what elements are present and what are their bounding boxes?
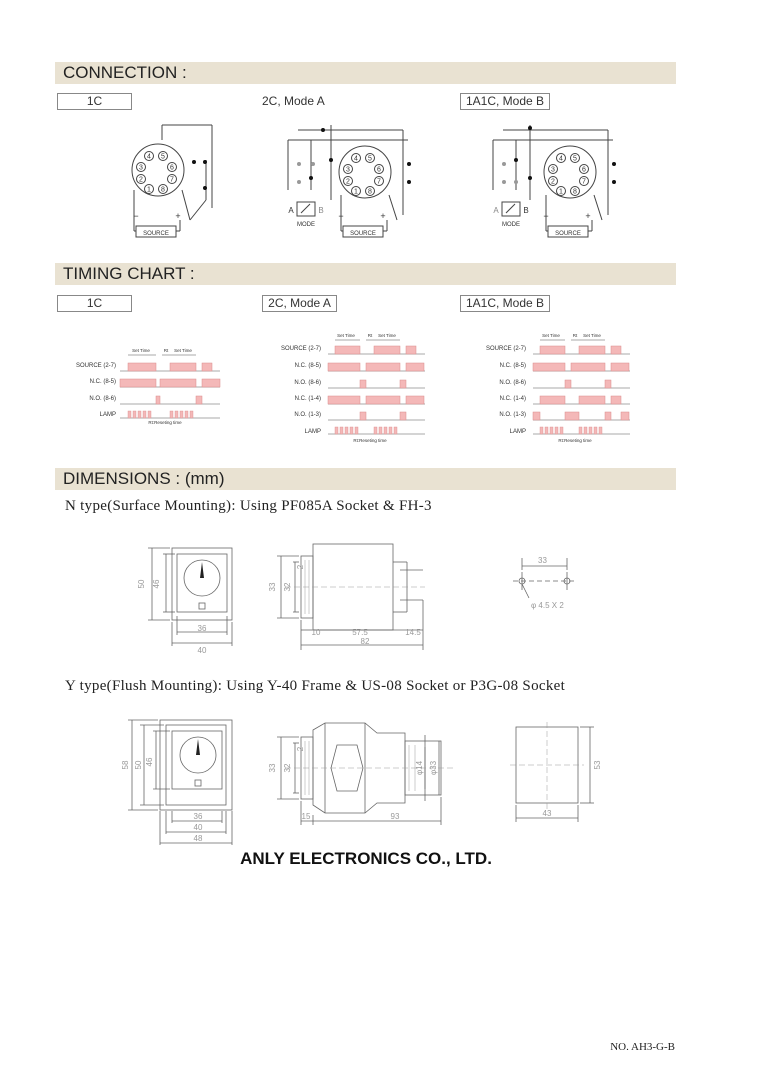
svg-text:32: 32 [283,763,292,773]
svg-text:14.5: 14.5 [405,628,421,637]
svg-text:3: 3 [346,166,350,174]
svg-text:46: 46 [145,757,154,767]
svg-text:−: − [543,211,549,221]
pin-label-6: 6 [170,164,174,172]
connection-diagram-2c [283,120,423,245]
timing-chart-2c [270,328,440,448]
company-name: ANLY ELECTRONICS CO., LTD. [240,849,492,868]
svg-text:43: 43 [542,809,552,818]
svg-text:82: 82 [360,637,370,646]
svg-text:33: 33 [538,556,547,565]
svg-text:93: 93 [390,812,400,821]
svg-text:A: A [288,206,294,215]
svg-text:SOURCE: SOURCE [350,231,376,237]
svg-text:Rt:Reseting time: Rt:Reseting time [558,438,592,443]
n-type-side-view [265,540,435,655]
svg-text:4: 4 [354,155,358,163]
y-type-front-view [120,715,250,850]
svg-text:6: 6 [582,166,586,174]
svg-text:Set Time: Set Time [583,333,601,338]
document-number: NO. AH3-G-B [610,1041,675,1053]
svg-text:3: 3 [551,166,555,174]
svg-text:33: 33 [268,763,277,773]
svg-text:N.O. (8-6): N.O. (8-6) [294,380,321,386]
svg-text:N.C. (8-5): N.C. (8-5) [89,379,116,385]
pin-label-7: 7 [170,176,174,184]
svg-text:−: − [338,211,344,221]
svg-text:N.O. (1-3): N.O. (1-3) [294,412,321,418]
svg-text:33: 33 [268,582,277,592]
svg-text:B: B [523,206,529,215]
timing-title: TIMING CHART : [63,264,195,283]
pin-label-5: 5 [161,153,165,161]
svg-text:50: 50 [137,579,146,589]
minus-label: − [133,211,139,221]
svg-text:5: 5 [573,155,577,163]
timing-mode-2c: 2C, Mode A [262,295,337,312]
svg-text:MODE: MODE [502,222,520,228]
svg-text:B: B [318,206,324,215]
y-type-back-view [508,722,603,827]
svg-text:5: 5 [368,155,372,163]
dimensions-title: DIMENSIONS : (mm) [63,469,225,488]
svg-text:Rt:Reseting time: Rt:Reseting time [148,420,182,425]
svg-text:6: 6 [377,166,381,174]
pin-label-1: 1 [147,186,151,194]
svg-text:48: 48 [193,834,203,843]
svg-text:N.C. (1-4): N.C. (1-4) [294,396,321,402]
n-type-front-view [130,540,240,655]
svg-text:2: 2 [551,178,555,186]
svg-text:N.O. (8-6): N.O. (8-6) [499,380,526,386]
svg-text:φ33: φ33 [429,760,438,776]
svg-text:MODE: MODE [297,222,315,228]
svg-text:SOURCE (2-7): SOURCE (2-7) [75,363,116,369]
svg-text:LAMP: LAMP [99,412,116,418]
connection-title: CONNECTION : [63,63,187,82]
dimensions-header [55,468,676,490]
svg-text:36: 36 [193,812,203,821]
n-type-panel-holes [505,552,595,617]
svg-text:Rt: Rt [572,333,578,338]
y-type-side-view [265,715,475,830]
source-label: SOURCE [143,231,169,237]
svg-text:A: A [493,206,499,215]
svg-text:SOURCE: SOURCE [555,231,581,237]
svg-text:Rt: Rt [163,348,169,353]
svg-text:8: 8 [573,188,577,196]
svg-text:Set Time: Set Time [378,333,396,338]
plus-label: + [175,211,181,221]
svg-text:SOURCE (2-7): SOURCE (2-7) [485,346,526,352]
svg-text:15: 15 [301,812,311,821]
connection-mode-2c: 2C, Mode A [262,94,325,108]
connection-header [55,62,676,84]
connection-diagram-1c [120,120,230,245]
svg-text:Set Time: Set Time [132,348,150,353]
svg-text:Rt:Reseting time: Rt:Reseting time [353,438,387,443]
svg-text:7: 7 [377,178,381,186]
svg-text:Set Time: Set Time [337,333,355,338]
timing-mode-1c: 1C [57,295,132,312]
timing-header [55,263,676,285]
svg-text:N.C. (1-4): N.C. (1-4) [499,396,526,402]
timing-mode-1a1c: 1A1C, Mode B [460,295,550,312]
pin-label-4: 4 [147,153,151,161]
svg-text:2: 2 [346,178,350,186]
svg-text:2: 2 [296,564,305,570]
svg-text:53: 53 [593,760,602,770]
svg-text:1: 1 [559,188,563,196]
svg-text:8: 8 [368,188,372,196]
svg-text:50: 50 [134,760,143,770]
svg-text:SOURCE (2-7): SOURCE (2-7) [280,346,321,352]
svg-text:1: 1 [354,188,358,196]
svg-text:N.O. (1-3): N.O. (1-3) [499,412,526,418]
svg-text:46: 46 [152,579,161,589]
svg-text:40: 40 [193,823,203,832]
svg-text:Set Time: Set Time [542,333,560,338]
pin-label-2: 2 [139,176,143,184]
svg-text:LAMP: LAMP [304,429,321,435]
y-type-caption: Y type(Flush Mounting): Using Y-40 Frame & US-08 Socket or P3G-08 Socket [65,678,566,694]
svg-text:N.O. (8-6): N.O. (8-6) [89,396,116,402]
svg-text:Rt: Rt [367,333,373,338]
svg-text:40: 40 [197,646,207,655]
svg-text:LAMP: LAMP [509,429,526,435]
svg-text:+: + [380,211,386,221]
svg-text:N.C. (8-5): N.C. (8-5) [294,363,321,369]
svg-text:36: 36 [197,624,207,633]
svg-text:φ 4.5 X 2: φ 4.5 X 2 [531,601,564,610]
svg-text:Set Time: Set Time [174,348,192,353]
svg-text:4: 4 [559,155,563,163]
timing-chart-1a1c [475,328,645,448]
n-type-caption: N type(Surface Mounting): Using PF085A Socket & FH-3 [65,498,432,514]
pin-label-3: 3 [139,164,143,172]
svg-text:φ14: φ14 [415,760,424,776]
svg-text:58: 58 [121,760,130,770]
svg-text:N.C. (8-5): N.C. (8-5) [499,363,526,369]
timing-chart-1c [60,340,230,435]
svg-text:57.5: 57.5 [352,628,368,637]
svg-text:32: 32 [283,582,292,592]
connection-mode-1a1c: 1A1C, Mode B [460,93,550,110]
connection-diagram-1a1c [488,120,628,245]
svg-text:+: + [585,211,591,221]
svg-text:10: 10 [311,628,321,637]
pin-label-8: 8 [161,186,165,194]
svg-text:2: 2 [296,746,305,752]
svg-text:7: 7 [582,178,586,186]
connection-mode-1c: 1C [57,93,132,110]
